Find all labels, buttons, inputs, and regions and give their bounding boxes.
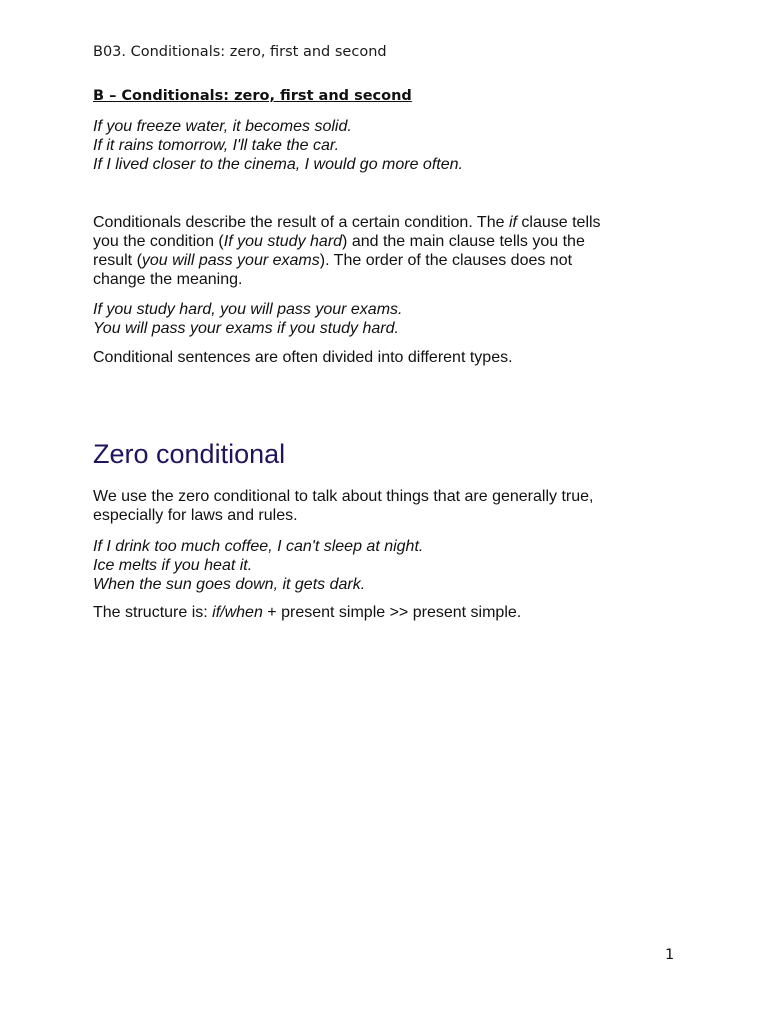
- text-run-italic: if/when: [212, 604, 263, 621]
- text-run: ) and the main clause tells you the: [342, 233, 585, 250]
- example-sentence: If I lived closer to the cinema, I would go more often.: [93, 156, 463, 173]
- example-sentence: If I drink too much coffee, I can't sleep at night.: [93, 538, 424, 555]
- explanation-line: [93, 232, 653, 251]
- types-text: Conditional sentences are often divided into different types.: [93, 349, 513, 366]
- example-sentence: If it rains tomorrow, I'll take the car.: [93, 137, 340, 154]
- text-run-italic: If you study hard: [223, 233, 343, 250]
- types-paragraph: [93, 348, 653, 367]
- text-run-italic: you will pass your exams: [141, 252, 320, 269]
- text-run: clause tells: [516, 214, 601, 231]
- zero-conditional-examples: [93, 537, 653, 594]
- example-sentence: If you freeze water, it becomes solid.: [93, 118, 352, 135]
- description-line: We use the zero conditional to talk about things that are generally true,: [93, 488, 594, 505]
- intro-examples: [93, 117, 653, 174]
- section-title: B – Conditionals: zero, first and second: [93, 88, 412, 104]
- structure-line: [93, 603, 653, 622]
- explanation-line: [93, 213, 653, 232]
- explanation-line: [93, 251, 653, 270]
- text-run: + present simple >> present simple.: [262, 604, 522, 621]
- text-run: Conditionals describe the result of a certain condition. The: [93, 214, 509, 231]
- page-number: 1: [665, 947, 675, 963]
- description-line: especially for laws and rules.: [93, 507, 298, 524]
- explanation-paragraph: [93, 213, 653, 289]
- example-sentence: If you study hard, you will pass your exams.: [93, 301, 403, 318]
- zero-conditional-heading: Zero conditional: [93, 439, 286, 469]
- example-sentence: When the sun goes down, it gets dark.: [93, 576, 366, 593]
- text-run: result (: [93, 252, 142, 269]
- page-header: B03. Conditionals: zero, first and second: [93, 44, 387, 60]
- text-run: The structure is:: [93, 604, 213, 621]
- structure-paragraph: [93, 603, 653, 622]
- text-run: ). The order of the clauses does not: [319, 252, 573, 269]
- order-examples: [93, 300, 653, 338]
- text-run-italic: if: [508, 214, 517, 231]
- text-run: you the condition (: [93, 233, 224, 250]
- example-sentence: Ice melts if you heat it.: [93, 557, 253, 574]
- example-sentence: You will pass your exams if you study hard.: [93, 320, 399, 337]
- explanation-line: change the meaning.: [93, 271, 243, 288]
- zero-conditional-description: [93, 487, 653, 525]
